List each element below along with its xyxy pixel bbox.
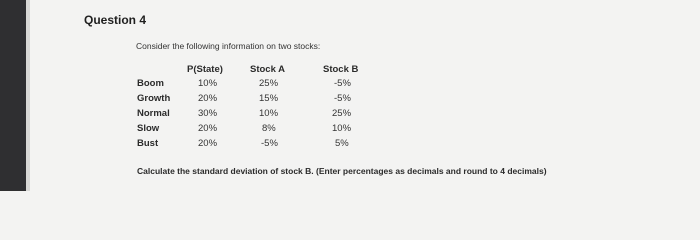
table-row-state: Normal [137,108,170,119]
header-stock-b: Stock B [323,64,359,75]
table-row-stock-a: 10% [259,108,279,119]
table-row-stock-b: 25% [332,108,352,119]
table-row-probability: 30% [198,108,218,119]
table-row-stock-b: 5% [335,138,349,149]
table-row-stock-a: 8% [262,123,276,134]
question-intro-text: Consider the following information on two stocks: [136,41,321,51]
table-row-stock-a: 25% [259,78,279,89]
table-row-state: Boom [137,78,164,89]
table-row-stock-b: 10% [332,123,352,134]
question-title: Question 4 [84,13,147,27]
table-row-state: Growth [137,93,171,104]
table-row-probability: 20% [198,138,218,149]
table-row-state: Slow [137,123,160,134]
table-row-stock-a: 15% [259,93,279,104]
table-row-stock-b: -5% [334,78,351,89]
question-instruction: Calculate the standard deviation of stock B. (Enter percentages as decimals and round to 4 decimals) [137,166,547,176]
table-row-stock-a: -5% [261,138,278,149]
header-probability: P(State) [187,64,223,75]
header-stock-a: Stock A [250,64,286,75]
table-row-probability: 10% [198,78,218,89]
table-row-state: Bust [137,138,159,149]
window-edge-strip [0,0,30,191]
table-row-probability: 20% [198,93,218,104]
table-row-stock-b: -5% [334,93,351,104]
window-edge-border [26,0,30,191]
table-row-probability: 20% [198,123,218,134]
